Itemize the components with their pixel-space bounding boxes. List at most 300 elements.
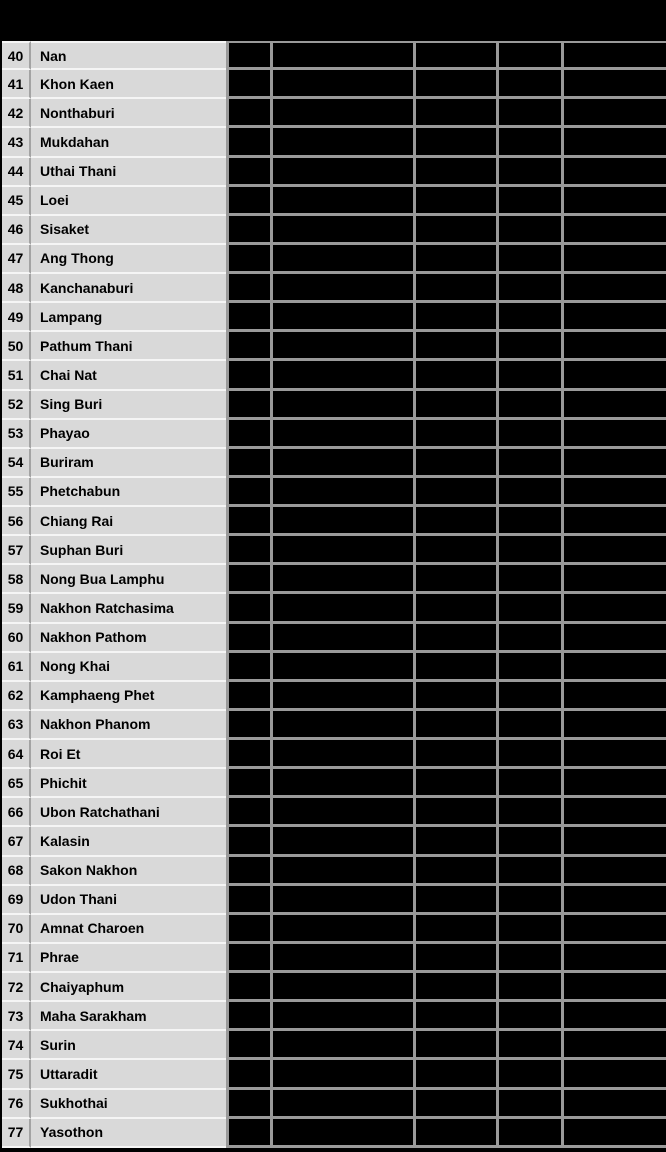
hidden-cell [413,624,496,653]
hidden-cell [413,391,496,420]
hidden-cell [561,624,666,653]
rank-cell: 45 [2,187,31,216]
hidden-cell [270,478,413,507]
hidden-cell [270,536,413,565]
rank-cell: 76 [2,1090,31,1119]
table-row [2,565,666,594]
hidden-cell [226,420,270,449]
province-name-cell: Uttaradit [31,1060,226,1089]
hidden-cell [561,478,666,507]
hidden-cell [496,915,561,944]
hidden-cell [496,332,561,361]
hidden-cell [413,769,496,798]
rank-cell: 48 [2,274,31,303]
hidden-cell [561,915,666,944]
hidden-cell [270,1119,413,1148]
hidden-cell [561,1031,666,1060]
province-name-cell: Nong Khai [31,653,226,682]
hidden-cell [226,361,270,390]
rank-cell: 41 [2,70,31,99]
hidden-cell [226,740,270,769]
hidden-cell [226,565,270,594]
table-row [2,827,666,856]
rank-cell: 63 [2,711,31,740]
hidden-cell [226,128,270,157]
hidden-cell [226,70,270,99]
hidden-cell [270,740,413,769]
province-name-cell: Phetchabun [31,478,226,507]
rank-cell: 65 [2,769,31,798]
hidden-cell [496,1090,561,1119]
rank-cell: 52 [2,391,31,420]
hidden-cell [561,99,666,128]
hidden-cell [496,245,561,274]
hidden-cell [496,682,561,711]
hidden-cell [496,565,561,594]
hidden-cell [270,361,413,390]
hidden-cell [226,216,270,245]
hidden-cell [496,478,561,507]
hidden-cell [561,740,666,769]
province-name-cell: Chai Nat [31,361,226,390]
table-row [2,216,666,245]
hidden-cell [226,827,270,856]
hidden-cell [270,274,413,303]
table-row [2,70,666,99]
province-name-cell: Maha Sarakham [31,1002,226,1031]
table-row [2,1090,666,1119]
table-row [2,274,666,303]
hidden-cell [496,391,561,420]
province-name-cell: Phichit [31,769,226,798]
hidden-cell [226,245,270,274]
hidden-cell [413,711,496,740]
hidden-cell [496,216,561,245]
hidden-cell [270,711,413,740]
hidden-cell [270,1031,413,1060]
rank-cell: 70 [2,915,31,944]
table-row [2,682,666,711]
table-row [2,973,666,1002]
hidden-cell [413,99,496,128]
rank-cell: 50 [2,332,31,361]
hidden-cell [413,274,496,303]
province-name-cell: Udon Thani [31,886,226,915]
hidden-cell [270,70,413,99]
hidden-cell [413,827,496,856]
hidden-cell [226,653,270,682]
rank-cell: 51 [2,361,31,390]
hidden-cell [413,420,496,449]
hidden-cell [496,973,561,1002]
rank-cell: 74 [2,1031,31,1060]
rank-cell: 56 [2,507,31,536]
province-name-cell: Nakhon Ratchasima [31,594,226,623]
province-name-cell: Sukhothai [31,1090,226,1119]
hidden-cell [561,973,666,1002]
province-name-cell: Roi Et [31,740,226,769]
table-row [2,391,666,420]
hidden-cell [270,158,413,187]
hidden-cell [496,740,561,769]
rank-cell: 68 [2,857,31,886]
hidden-cell [561,507,666,536]
hidden-cell [226,303,270,332]
province-name-cell: Surin [31,1031,226,1060]
province-name-cell: Sakon Nakhon [31,857,226,886]
hidden-cell [226,332,270,361]
hidden-cell [496,827,561,856]
hidden-cell [413,245,496,274]
hidden-cell [413,973,496,1002]
province-name-cell: Nong Bua Lamphu [31,565,226,594]
table-row [2,187,666,216]
hidden-cell [413,653,496,682]
hidden-cell [413,332,496,361]
province-name-cell: Sisaket [31,216,226,245]
hidden-cell [496,99,561,128]
hidden-cell [226,798,270,827]
province-name-cell: Lampang [31,303,226,332]
province-name-cell: Sing Buri [31,391,226,420]
hidden-cell [270,565,413,594]
hidden-cell [226,624,270,653]
hidden-cell [413,1119,496,1148]
hidden-cell [496,449,561,478]
table-row [2,886,666,915]
hidden-cell [413,158,496,187]
hidden-cell [561,769,666,798]
hidden-cell [270,507,413,536]
hidden-cell [561,1002,666,1031]
hidden-cell [413,128,496,157]
rank-cell: 49 [2,303,31,332]
hidden-cell [270,128,413,157]
hidden-cell [270,886,413,915]
hidden-cell [413,1002,496,1031]
rank-cell: 62 [2,682,31,711]
hidden-cell [413,798,496,827]
hidden-cell [496,711,561,740]
rank-cell: 61 [2,653,31,682]
rank-cell: 40 [2,41,31,70]
hidden-cell [270,915,413,944]
province-name-cell: Nonthaburi [31,99,226,128]
hidden-cell [561,857,666,886]
hidden-cell [270,769,413,798]
province-name-cell: Pathum Thani [31,332,226,361]
hidden-cell [226,536,270,565]
hidden-cell [561,216,666,245]
hidden-cell [561,682,666,711]
hidden-cell [496,1031,561,1060]
table-row [2,507,666,536]
hidden-cell [270,653,413,682]
hidden-cell [561,1119,666,1148]
hidden-cell [496,536,561,565]
hidden-cell [413,70,496,99]
hidden-cell [270,99,413,128]
rank-cell: 67 [2,827,31,856]
table-row [2,158,666,187]
hidden-cell [496,361,561,390]
hidden-cell [226,391,270,420]
hidden-cell [496,624,561,653]
hidden-cell [496,857,561,886]
table-row [2,128,666,157]
hidden-cell [270,391,413,420]
hidden-cell [496,420,561,449]
hidden-cell [226,99,270,128]
hidden-cell [413,41,496,70]
hidden-cell [226,769,270,798]
hidden-cell [270,41,413,70]
rank-cell: 44 [2,158,31,187]
table-row [2,624,666,653]
rank-cell: 69 [2,886,31,915]
table-row [2,740,666,769]
hidden-cell [561,361,666,390]
hidden-cell [561,41,666,70]
province-name-cell: Nan [31,41,226,70]
rank-cell: 57 [2,536,31,565]
hidden-cell [270,682,413,711]
hidden-cell [413,1060,496,1089]
hidden-cell [413,449,496,478]
hidden-cell [413,478,496,507]
hidden-cell [413,886,496,915]
hidden-cell [496,128,561,157]
hidden-cell [561,420,666,449]
hidden-cell [561,1060,666,1089]
hidden-cell [226,594,270,623]
table-row [2,303,666,332]
hidden-cell [496,158,561,187]
table-row [2,857,666,886]
hidden-cell [270,1060,413,1089]
hidden-cell [561,332,666,361]
hidden-cell [270,245,413,274]
hidden-cell [496,594,561,623]
hidden-cell [496,507,561,536]
hidden-cell [226,886,270,915]
rank-cell: 64 [2,740,31,769]
hidden-cell [270,594,413,623]
province-name-cell: Chaiyaphum [31,973,226,1002]
hidden-cell [413,565,496,594]
province-name-cell: Phayao [31,420,226,449]
province-name-cell: Amnat Charoen [31,915,226,944]
table-row [2,332,666,361]
province-name-cell: Buriram [31,449,226,478]
table-body [0,41,666,1148]
hidden-cell [561,653,666,682]
hidden-cell [270,944,413,973]
province-name-cell: Chiang Rai [31,507,226,536]
hidden-cell [270,624,413,653]
table-row [2,41,666,70]
hidden-cell [413,944,496,973]
table-row [2,361,666,390]
hidden-cell [226,682,270,711]
hidden-cell [226,1060,270,1089]
hidden-cell [561,827,666,856]
rank-cell: 53 [2,420,31,449]
hidden-cell [226,158,270,187]
rank-cell: 47 [2,245,31,274]
hidden-cell [413,915,496,944]
hidden-cell [270,973,413,1002]
hidden-cell [226,1119,270,1148]
rank-cell: 75 [2,1060,31,1089]
hidden-cell [496,1002,561,1031]
province-name-cell: Kanchanaburi [31,274,226,303]
table-row [2,1119,666,1148]
table-row [2,944,666,973]
hidden-cell [561,886,666,915]
hidden-cell [413,187,496,216]
hidden-cell [226,478,270,507]
table-row [2,99,666,128]
table-row [2,536,666,565]
hidden-cell [226,1031,270,1060]
province-name-cell: Nakhon Pathom [31,624,226,653]
province-name-cell: Ang Thong [31,245,226,274]
hidden-cell [226,187,270,216]
hidden-cell [413,507,496,536]
rank-cell: 55 [2,478,31,507]
rank-cell: 58 [2,565,31,594]
hidden-cell [413,740,496,769]
province-name-cell: Uthai Thani [31,158,226,187]
hidden-cell [226,944,270,973]
table-row [2,798,666,827]
table-row [2,711,666,740]
province-name-cell: Kalasin [31,827,226,856]
table-row [2,653,666,682]
hidden-cell [561,565,666,594]
hidden-cell [561,70,666,99]
hidden-cell [270,798,413,827]
hidden-cell [561,274,666,303]
rank-cell: 77 [2,1119,31,1148]
hidden-cell [413,361,496,390]
hidden-cell [270,1090,413,1119]
hidden-cell [561,711,666,740]
table-row [2,769,666,798]
hidden-cell [413,216,496,245]
hidden-cell [413,682,496,711]
rank-cell: 42 [2,99,31,128]
province-name-cell: Ubon Ratchathani [31,798,226,827]
rank-cell: 59 [2,594,31,623]
hidden-cell [561,391,666,420]
table-row [2,420,666,449]
hidden-cell [561,1090,666,1119]
table-row [2,478,666,507]
hidden-cell [496,886,561,915]
rank-cell: 72 [2,973,31,1002]
table-row [2,1002,666,1031]
hidden-cell [413,594,496,623]
hidden-cell [561,245,666,274]
hidden-cell [413,1090,496,1119]
rank-cell: 71 [2,944,31,973]
hidden-cell [270,449,413,478]
province-name-cell: Nakhon Phanom [31,711,226,740]
hidden-cell [496,70,561,99]
hidden-cell [226,1002,270,1031]
hidden-cell [561,303,666,332]
hidden-cell [270,827,413,856]
hidden-cell [413,536,496,565]
hidden-cell [226,41,270,70]
hidden-cell [496,944,561,973]
hidden-cell [561,158,666,187]
table-row [2,1060,666,1089]
hidden-cell [226,711,270,740]
table-row [2,1031,666,1060]
hidden-cell [270,216,413,245]
hidden-cell [496,1060,561,1089]
table-header [0,0,666,41]
hidden-cell [496,653,561,682]
province-name-cell: Phrae [31,944,226,973]
hidden-cell [496,274,561,303]
province-name-cell: Kamphaeng Phet [31,682,226,711]
province-name-cell: Suphan Buri [31,536,226,565]
hidden-cell [496,303,561,332]
table-row [2,915,666,944]
table-row [2,245,666,274]
hidden-cell [413,1031,496,1060]
province-name-cell: Yasothon [31,1119,226,1148]
hidden-cell [226,915,270,944]
table-row [2,594,666,623]
hidden-cell [413,303,496,332]
table-row [2,449,666,478]
hidden-cell [226,507,270,536]
hidden-cell [496,798,561,827]
rank-cell: 54 [2,449,31,478]
hidden-cell [561,536,666,565]
rank-cell: 73 [2,1002,31,1031]
hidden-cell [226,1090,270,1119]
hidden-cell [270,1002,413,1031]
rank-cell: 60 [2,624,31,653]
hidden-cell [561,187,666,216]
hidden-cell [496,41,561,70]
hidden-cell [270,187,413,216]
rank-cell: 66 [2,798,31,827]
hidden-cell [561,798,666,827]
hidden-cell [496,769,561,798]
hidden-cell [496,1119,561,1148]
hidden-cell [226,857,270,886]
hidden-cell [561,449,666,478]
hidden-cell [226,449,270,478]
hidden-cell [561,944,666,973]
hidden-cell [270,332,413,361]
province-name-cell: Khon Kaen [31,70,226,99]
province-name-cell: Mukdahan [31,128,226,157]
rank-cell: 46 [2,216,31,245]
hidden-cell [561,128,666,157]
hidden-cell [413,857,496,886]
hidden-cell [496,187,561,216]
rank-cell: 43 [2,128,31,157]
hidden-cell [270,303,413,332]
